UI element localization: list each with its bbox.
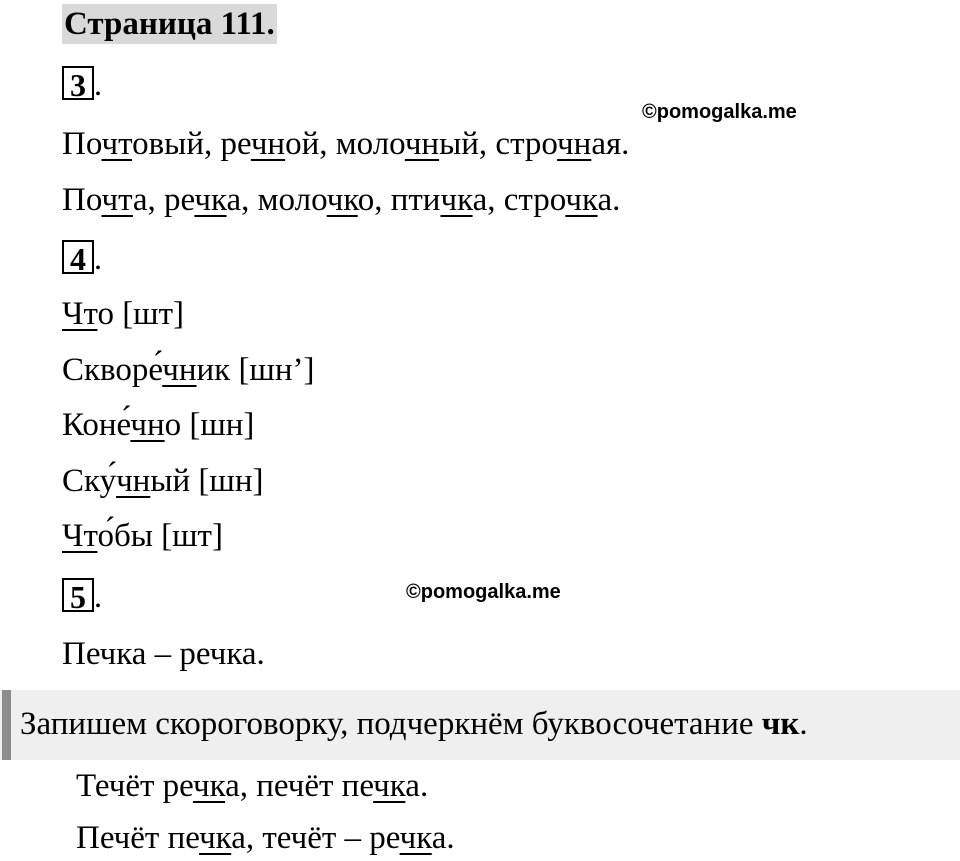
watermark: ©pomogalka.me [642, 101, 797, 123]
task-number-dot: . [94, 66, 102, 102]
text-segment: а, течёт – ре [231, 820, 400, 856]
text-segment: а, печёт пе [225, 768, 374, 804]
note-accent-bar [2, 690, 11, 760]
text-segment: ый, стро [439, 126, 558, 162]
underlined-letters: чт [101, 182, 133, 218]
text-segment: По [62, 182, 102, 218]
text-segment: ик [шн’] [196, 352, 315, 388]
task-4-row-3 [62, 405, 254, 445]
task-number-box: 3 [62, 66, 94, 100]
underlined-letters: чк [440, 182, 473, 218]
task-number-box: 5 [62, 578, 94, 612]
underlined-letters: Чт [62, 296, 98, 332]
underlined-letters: чн [250, 126, 286, 162]
underlined-letters: чк [192, 768, 226, 804]
task-5-line-1: Печка – речка. [62, 636, 265, 672]
underlined-letters: чт [101, 126, 133, 162]
text-segment: а, моло [226, 182, 327, 218]
underlined-letters: чк [399, 820, 432, 856]
task-4-row-1 [62, 294, 184, 334]
note-text-end: . [799, 706, 808, 742]
task-4-row-4 [62, 461, 263, 501]
underlined-letters: чк [194, 182, 227, 218]
text-segment: Коне́ [62, 407, 131, 443]
text-segment: ая. [591, 126, 630, 162]
text-segment: о́бы [шт] [97, 518, 223, 554]
underlined-letters: чн [162, 352, 197, 388]
text-segment: ой, моло [285, 126, 405, 162]
note-text-main: Запишем скороговорку, подчеркнём буквосочетание [20, 706, 762, 742]
verse-line-2 [76, 818, 455, 858]
text-segment: а. [405, 768, 429, 804]
text-segment: Скворе́ [62, 352, 163, 388]
underlined-letters: чн [130, 407, 165, 443]
page-title: Страница 111. [64, 6, 275, 42]
text-segment: Течёт ре [76, 768, 193, 804]
text-segment: о [шн] [164, 407, 255, 443]
task-5-number [62, 576, 102, 616]
text-segment: а, ре [132, 182, 195, 218]
text-segment: Печёт пе [76, 820, 200, 856]
underlined-letters: чк [199, 820, 232, 856]
task-3-line-1 [62, 124, 629, 164]
task-number-dot: . [94, 240, 102, 276]
text-segment: а, стро [472, 182, 566, 218]
verse-line-1 [76, 766, 428, 806]
watermark: ©pomogalka.me [406, 581, 561, 603]
text-segment: Ску́ [62, 463, 117, 499]
task-4-number [62, 238, 102, 278]
text-segment: о, пти [357, 182, 441, 218]
underlined-letters: чк [373, 768, 406, 804]
note-text-bold: чк [761, 706, 800, 742]
task-4-row-5 [62, 516, 223, 556]
task-3-number [62, 64, 102, 104]
text-segment: а. [597, 182, 621, 218]
underlined-letters: Чт [62, 518, 98, 554]
task-4-row-2 [62, 350, 314, 390]
text-segment: овый, ре [132, 126, 251, 162]
task-number-dot: . [94, 578, 102, 614]
task-number-box: 4 [62, 240, 94, 274]
text-segment: а. [431, 820, 455, 856]
text-segment: о [шт] [97, 296, 184, 332]
underlined-letters: чн [116, 463, 151, 499]
note-text [20, 704, 808, 744]
text-segment: По [62, 126, 102, 162]
underlined-letters: чк [326, 182, 358, 218]
underlined-letters: чк [565, 182, 598, 218]
underlined-letters: чн [404, 126, 440, 162]
underlined-letters: чн [557, 126, 592, 162]
task-3-line-2 [62, 180, 620, 220]
text-segment: ый [шн] [150, 463, 264, 499]
instruction-note [0, 690, 960, 760]
